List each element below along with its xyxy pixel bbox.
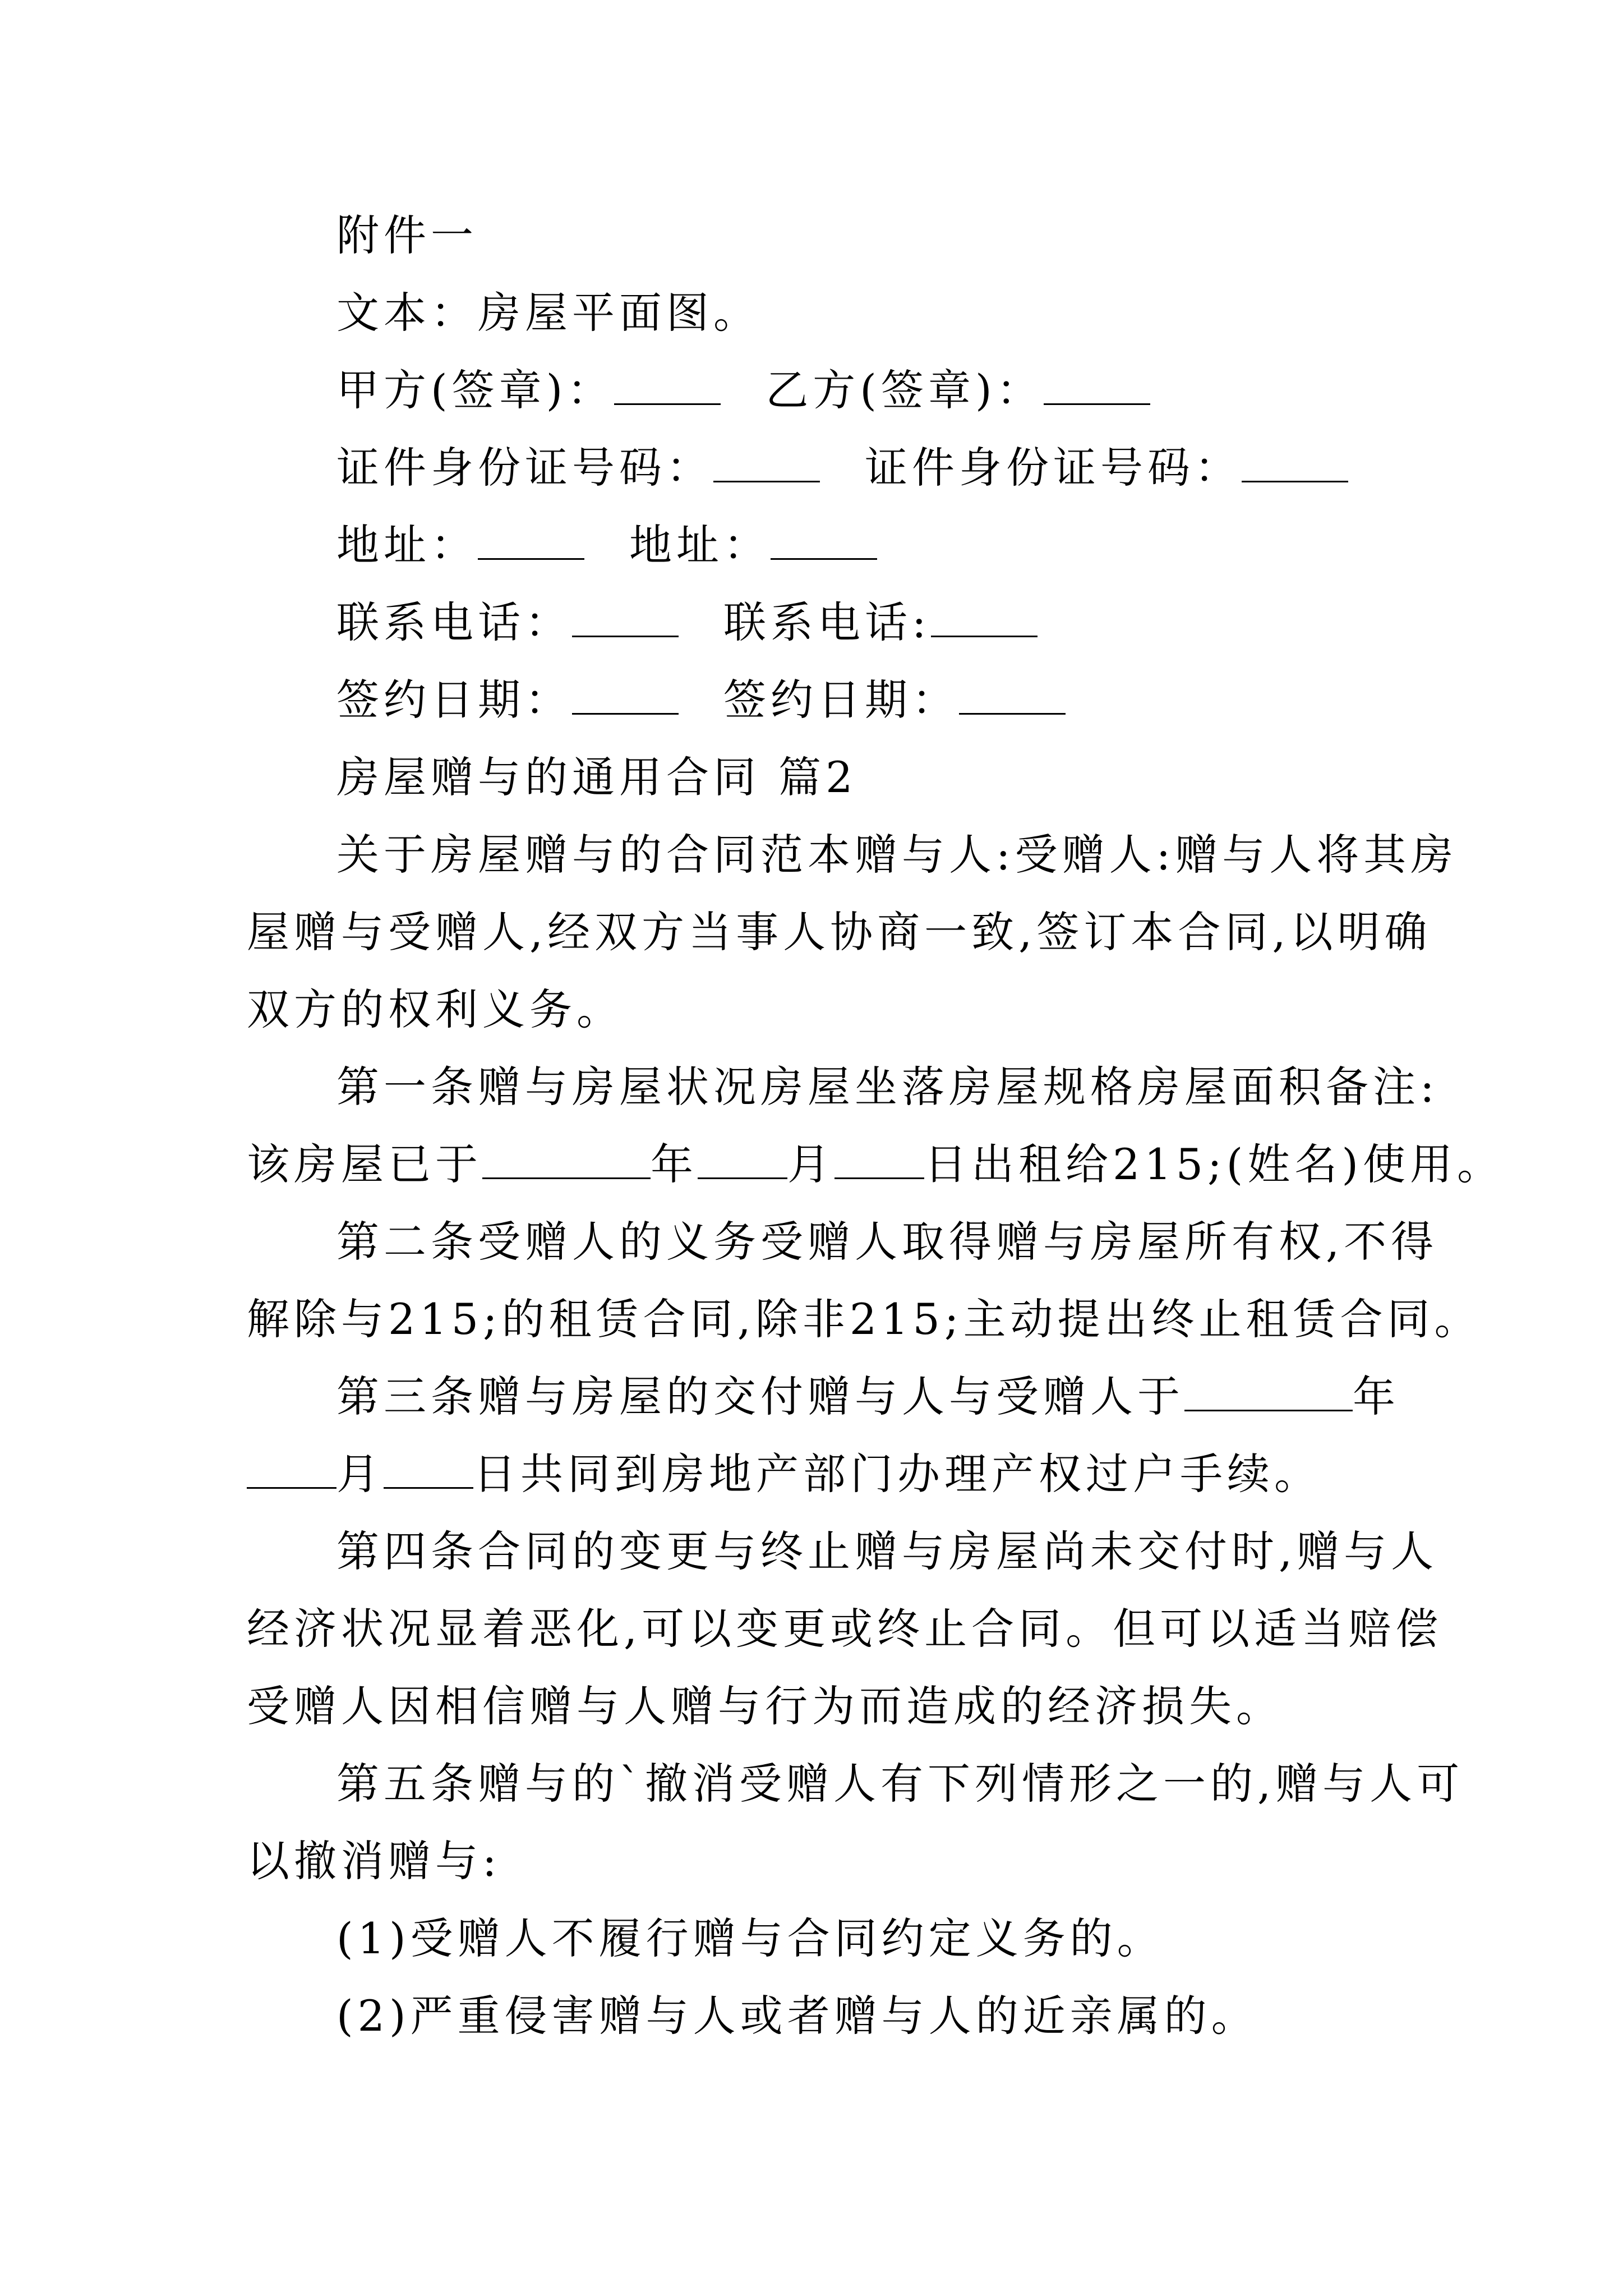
list-item: (1)受赠人不履行赠与合同约定义务的。 — [336, 1913, 1164, 1963]
party-a-signature-blank — [614, 363, 721, 405]
sign-date-line: 签约日期： 签约日期： — [336, 672, 1402, 728]
month-blank — [247, 1447, 336, 1489]
phone-line: 联系电话： 联系电话: — [336, 595, 1402, 651]
article-5-line: 第五条赠与的`撤消受赠人有下列情形之一的,赠与人可 — [336, 1759, 1464, 1809]
article-1-line: 该房屋已于 年 月 日出租给215;(姓名)使用。 — [247, 1137, 1402, 1193]
month-blank — [698, 1137, 787, 1179]
party-b-id-blank — [1242, 440, 1348, 482]
year-blank — [482, 1137, 651, 1179]
paragraph-line: 关于房屋赠与的合同范本赠与人:受赠人:赠与人将其房 — [336, 830, 1458, 880]
section-title: 房屋赠与的通用合同 篇2 — [336, 752, 857, 802]
article-1-line: 第一条赠与房屋状况房屋坐落房屋规格房屋面积备注: — [336, 1062, 1439, 1112]
party-b-signature-blank — [1044, 363, 1150, 405]
party-a-id-blank — [713, 440, 820, 482]
paragraph-line: 双方的权利义务。 — [247, 984, 624, 1034]
party-b-phone-blank — [931, 595, 1038, 637]
party-b-address-blank — [771, 518, 877, 560]
signature-line: 甲方(签章)： 乙方(签章)： — [336, 362, 1402, 418]
paragraph-line: 屋赠与受赠人,经双方当事人协商一致,签订本合同,以明确 — [247, 907, 1432, 957]
party-b-date-blank — [959, 673, 1066, 715]
party-a-date-blank — [572, 673, 679, 715]
article-5-line: 以撤消赠与: — [247, 1836, 501, 1886]
article-2-line: 解除与215;的租赁合同,除非215;主动提出终止租赁合同。 — [247, 1294, 1482, 1344]
article-4-line: 第四条合同的变更与终止赠与房屋尚未交付时,赠与人 — [336, 1526, 1438, 1576]
day-blank — [834, 1137, 924, 1179]
article-4-line: 受赠人因相信赠与人赠与行为而造成的经济损失。 — [247, 1681, 1283, 1731]
day-blank — [384, 1447, 473, 1489]
address-line: 地址： 地址： — [336, 517, 1402, 573]
article-4-line: 经济状况显着恶化,可以变更或终止合同。但可以适当赔偿 — [247, 1604, 1443, 1654]
party-a-phone-blank — [572, 595, 679, 637]
attachment-heading: 附件一 — [336, 210, 478, 260]
article-3-line: 月 日共同到房地产部门办理产权过户手续。 — [247, 1446, 1402, 1502]
id-number-line: 证件身份证号码： 证件身份证号码： — [336, 440, 1402, 496]
article-3-line: 第三条赠与房屋的交付赠与人与受赠人于 年 — [336, 1369, 1402, 1425]
party-a-address-blank — [478, 518, 584, 560]
article-2-line: 第二条受赠人的义务受赠人取得赠与房屋所有权,不得 — [336, 1217, 1438, 1267]
year-blank — [1184, 1369, 1353, 1411]
list-item: (2)严重侵害赠与人或者赠与人的近亲属的。 — [336, 1991, 1258, 2041]
text-floor-plan: 文本：房屋平面图。 — [336, 288, 760, 338]
